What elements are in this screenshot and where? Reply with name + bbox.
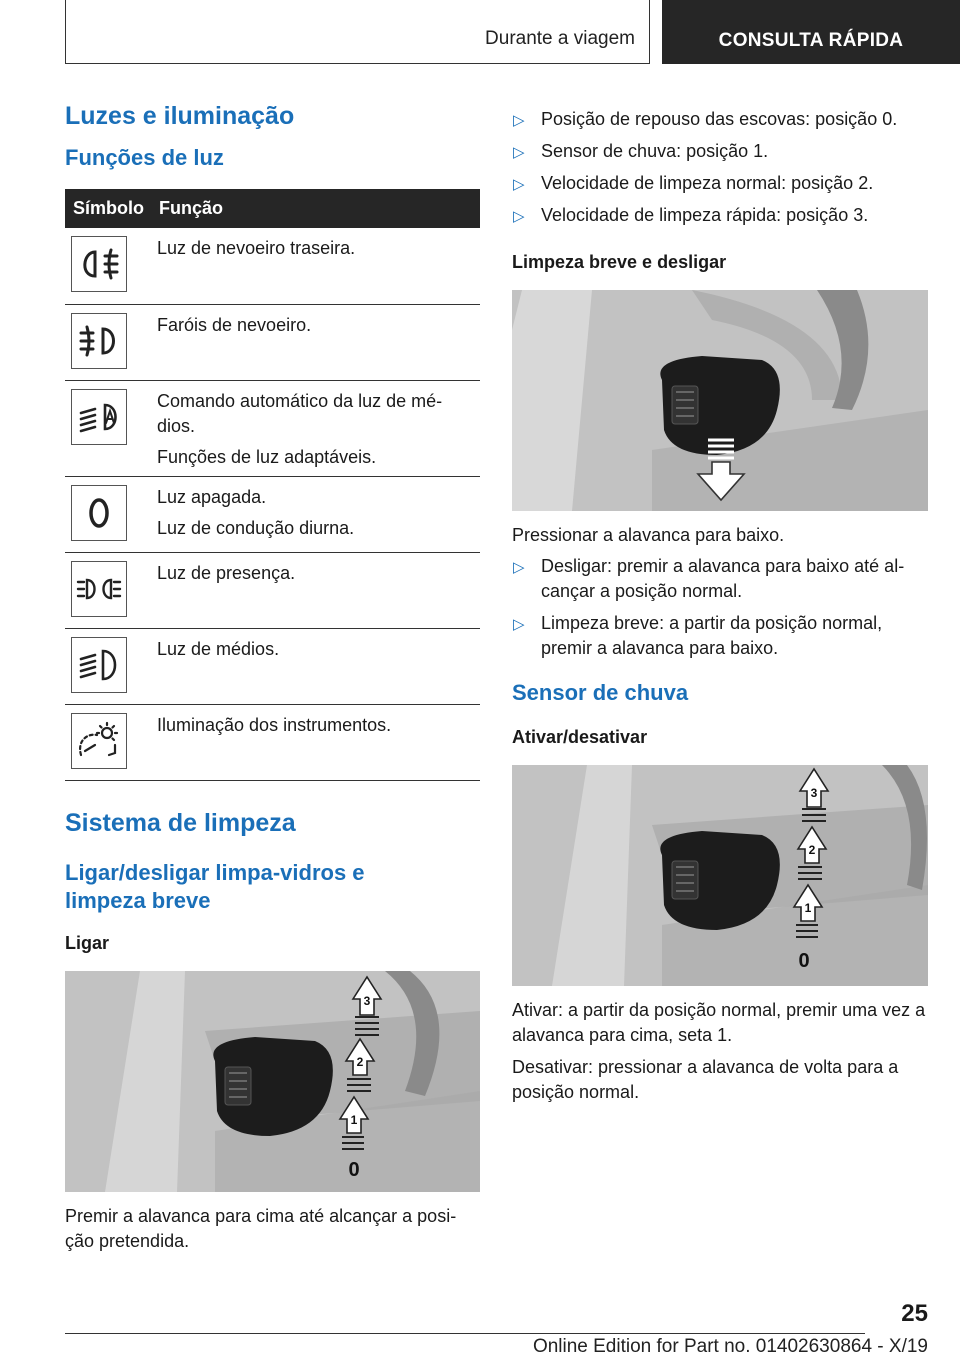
triangle-bullet-icon: ▷ (513, 144, 525, 161)
instrument-lighting-icon (71, 713, 127, 769)
list-item: ▷ Velocidade de limpeza rápida: posição 3. (512, 203, 928, 228)
function-text: Luz de médios. (157, 638, 280, 659)
heading-ligar: Ligar (65, 932, 110, 953)
function-text: Faróis de nevoeiro. (157, 314, 312, 335)
brief-wipe-list (512, 554, 928, 661)
figure-label: 1 (804, 901, 812, 915)
figure-label: 1 (350, 1112, 358, 1127)
triangle-bullet-icon: ▷ (513, 112, 525, 129)
list-item: ▷ Limpeza breve: a partir da posição normal, premir a alavanca para baixo. (513, 613, 883, 658)
function-text: Luz de nevoeiro traseira. (157, 238, 356, 258)
list-item: ▷ Velocidade de limpeza normal: posição 2. (512, 171, 928, 196)
subtitle-wiper-on-off: Ligar/desligar limpa-vidros e limpeza breve (65, 859, 365, 913)
triangle-bullet-icon: ▷ (513, 176, 525, 193)
page-number: 25 (901, 1300, 928, 1327)
function-text: Iluminação dos instrumentos. (157, 714, 392, 735)
edition-note: Online Edition for Part no. 01402630864 - X/19 (532, 1336, 928, 1357)
triangle-bullet-icon: ▷ (513, 208, 525, 225)
header-section-title: Durante a viagem (485, 28, 635, 49)
light-functions-table (65, 189, 480, 781)
subtitle-light-functions: Funções de luz (65, 145, 224, 170)
parking-light-icon (71, 561, 127, 617)
triangle-bullet-icon: ▷ (513, 559, 525, 576)
rain-sensor-figure (512, 765, 928, 986)
table-row (65, 228, 480, 304)
column-header-function: Função (157, 189, 480, 228)
section-title-rain-sensor: Sensor de chuva (512, 680, 689, 705)
triangle-bullet-icon: ▷ (513, 616, 525, 633)
left-column (65, 100, 480, 1254)
rain-activate-text: Ativar: a partir da posição normal, premir uma vez a alavanca para cima, seta 1. (512, 1000, 926, 1045)
column-header-symbol: Símbolo (65, 189, 157, 228)
list-item: ▷ Desligar: premir a alavanca para baixo até al-cançar a posição normal. (513, 556, 905, 601)
front-fog-light-icon (71, 313, 127, 369)
figure-label: 3 (363, 993, 371, 1008)
page-header (0, 0, 960, 66)
function-text: Luz de presença. (157, 562, 296, 583)
table-row (65, 380, 480, 476)
figure-label: 0 (798, 950, 810, 972)
list-item: ▷ Posição de repouso das escovas: posição 0. (512, 107, 928, 132)
list-item: ▷ Sensor de chuva: posição 1. (512, 139, 928, 164)
footer-divider (65, 1333, 865, 1334)
figure-label: 3 (810, 786, 818, 800)
low-beam-icon (71, 637, 127, 693)
header-section-box (65, 0, 650, 64)
function-text: Luz apagada. (157, 486, 267, 507)
brief-caption: Pressionar a alavanca para baixo. (512, 525, 785, 545)
function-text: Comando automático da luz de mé-dios. (157, 390, 443, 436)
table-row (65, 704, 480, 780)
figure-label: 0 (348, 1158, 360, 1181)
heading-activate-deactivate: Ativar/desativar (512, 727, 648, 747)
function-text: Funções de luz adaptáveis. (157, 446, 377, 467)
wiper-positions-list (512, 107, 928, 228)
table-header-row (65, 189, 480, 228)
light-off-icon (71, 485, 127, 541)
table-row (65, 304, 480, 380)
function-text: Luz de condução diurna. (157, 517, 355, 538)
header-chapter-tab: CONSULTA RÁPIDA (662, 0, 960, 64)
wiper-lever-up-figure (65, 971, 480, 1192)
table-row (65, 476, 480, 552)
section-title-lights: Luzes e iluminação (65, 102, 295, 130)
auto-low-beam-icon (71, 389, 127, 445)
rear-fog-light-icon (71, 236, 127, 292)
rain-deactivate-text: Desativar: pressionar a alavanca de volta para a posição normal. (512, 1057, 899, 1102)
right-column (512, 100, 928, 1105)
section-title-wiper-system: Sistema de limpeza (65, 808, 296, 837)
heading-brief-wipe: Limpeza breve e desligar (512, 252, 727, 272)
table-row (65, 628, 480, 704)
wiper-lever-down-figure (512, 290, 928, 511)
ligar-caption: Premir a alavanca para cima até alcançar a posi-ção pretendida. (65, 1205, 457, 1251)
figure-label: 2 (356, 1054, 364, 1069)
table-row (65, 552, 480, 628)
figure-label: 2 (808, 843, 816, 857)
